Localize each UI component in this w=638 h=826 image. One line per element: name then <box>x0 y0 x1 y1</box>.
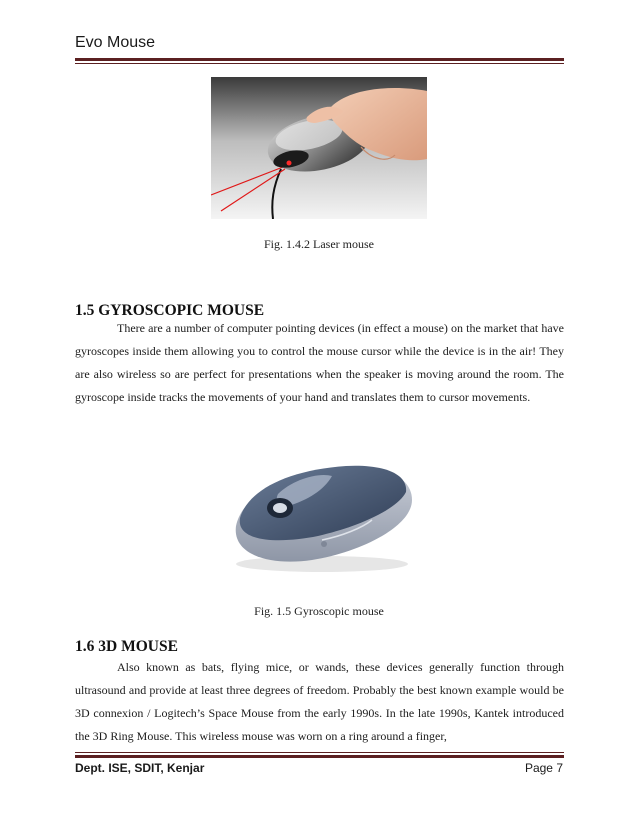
footer-department: Dept. ISE, SDIT, Kenjar <box>75 761 205 775</box>
footer-page-number: Page 7 <box>524 761 563 775</box>
header-rule-thick <box>75 58 564 61</box>
section-heading-3d-mouse: 1.6 3D MOUSE <box>75 638 178 655</box>
paragraph-3d-mouse: Also known as bats, flying mice, or wands, these devices generally function through ultrasound and provide at least three degrees of freedom. Probably the best known example would be 3D connexion / Logitech’s Space Mouse from the early 1990s. In the late 1990s, Kantek introduced the 3D Ring Mouse. This wireless mouse was worn on a ring around a finger, <box>75 660 564 743</box>
figure-caption-laser-mouse: Fig. 1.4.2 Laser mouse <box>264 237 374 251</box>
footer-rule-thick <box>75 755 564 758</box>
section-heading-gyroscopic-mouse: 1.5 GYROSCOPIC MOUSE <box>75 302 265 319</box>
laser-mouse-image <box>211 77 427 219</box>
gyroscopic-mouse-image <box>222 456 416 574</box>
page-header-title: Evo Mouse <box>75 34 156 51</box>
footer-rule-thin <box>75 752 564 753</box>
figure-caption-gyroscopic-mouse: Fig. 1.5 Gyroscopic mouse <box>254 604 384 618</box>
paragraph-gyroscopic-mouse: There are a number of computer pointing devices (in effect a mouse) on the market that have gyroscopes inside them allowing you to control the mouse cursor while the device is in the air! They are also wireless so are perfect for presentations when the speaker is moving around the room. The gyroscope inside tracks the movements of your hand and translates them to cursor movements. <box>75 321 564 404</box>
header-rule-thin <box>75 63 564 64</box>
